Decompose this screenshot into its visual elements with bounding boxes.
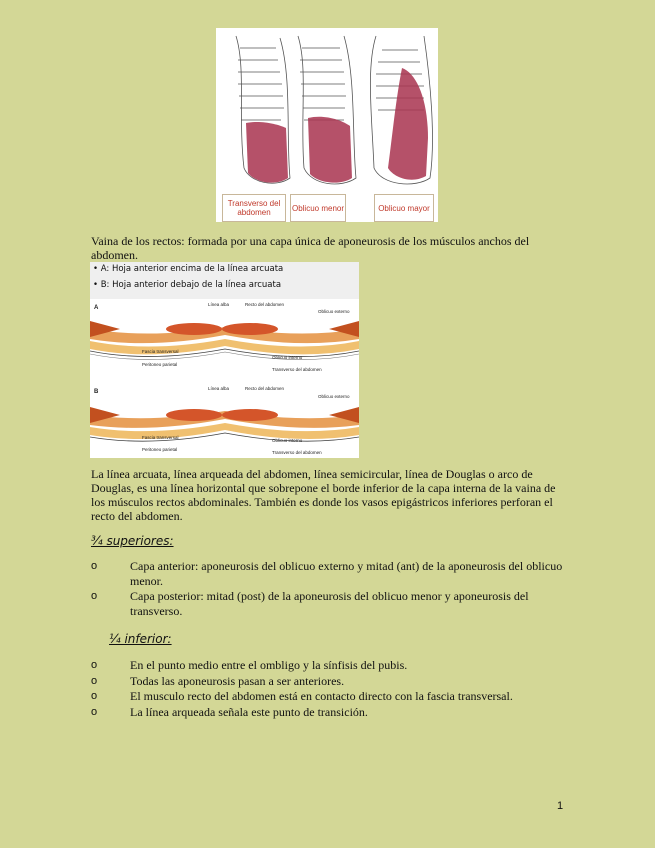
label-oblicuo-interno-b: Oblicuo interno [272,438,303,443]
panel-a-letter: A [94,305,99,311]
intro-paragraph: Vaina de los rectos: formada por una capa única de aponeurosis de los músculos anchos del abdomen. [91,234,530,262]
caption-bullet-a: • A: Hoja anterior encima de la línea arcuata [93,264,284,274]
panel-b-letter: B [94,389,99,395]
label-linea-alba-a: Línea alba [208,302,230,307]
list-bullet: o [91,659,98,671]
list-bullet: o [91,560,98,572]
label-transverso-abdomen-a: Transverso del abdomen [272,367,322,372]
arcuate-line-paragraph: La línea arcuata, línea arqueada del abdomen, línea semicircular, línea de Douglas o arco de Douglas, es una línea horizontal que sobrepone el borde inferior de la capa interna de la vaina de los músculos rectos abdominales. También es donde los vasos epigástricos inferiores perforan el recto del abdomen. [91,467,556,523]
list-bullet: o [91,690,98,702]
rectus-sheath-figure [90,262,359,458]
label-linea-alba-b: Línea alba [208,386,230,391]
list-item: o En el punto medio entre el ombligo y la sínfisis del pubis. [91,658,408,672]
list-item: o El musculo recto del abdomen está en contacto directo con la fascia transversal. [91,689,513,703]
section-heading-lower: ¼ inferior: [109,632,172,646]
lower-list [91,658,567,720]
label-recto-abdomen-b: Recto del abdomen [245,386,285,391]
panel-b-layers [90,407,359,441]
figure-caption-box [90,262,359,299]
section-heading-upper: ¾ superiores: [91,534,174,548]
label-fascia-transversal-a: Fascia transversal [142,349,179,354]
label-fascia-transversal-b: Fascia transversal [142,435,179,440]
figure-label-oblicuo-menor: Oblicuo menor [290,194,346,222]
label-oblicuo-externo-b: Oblicuo externo [318,394,350,399]
label-transverso-abdomen-b: Transverso del abdomen [272,450,322,455]
list-bullet: o [91,705,98,718]
list-bullet: o [91,674,98,687]
label-oblicuo-interno-a: Oblicuo interno [272,355,303,360]
figure-label-oblicuo-mayor: Oblicuo mayor [374,194,434,222]
page-number: 1 [557,800,564,812]
list-item: o La línea arqueada señala este punto de transición. [91,704,368,719]
abdominal-muscles-figure [216,28,438,222]
upper-list [91,559,567,619]
figure-label-transverso: Transverso del abdomen [222,194,286,222]
label-recto-abdomen-a: Recto del abdomen [245,302,285,307]
abdominal-muscles-illustration [216,28,438,194]
caption-bullet-b: • B: Hoja anterior debajo de la línea arcuata [93,280,282,290]
panel-a-layers [90,321,359,360]
list-item: o Capa posterior: mitad (post) de la aponeurosis del oblicuo menor y aponeurosis del transverso. [91,589,529,618]
list-bullet: o [91,590,98,602]
rectus-sheath-diagram [90,299,359,458]
list-item: o Capa anterior: aponeurosis del oblicuo externo y mitad (ant) de la aponeurosis del oblicuo menor. [91,559,563,588]
label-oblicuo-externo-a: Oblicuo externo [318,309,350,314]
list-item: o Todas las aponeurosis pasan a ser anteriores. [91,673,345,688]
label-peritoneo-parietal-b: Peritoneo parietal [142,447,178,452]
label-peritoneo-parietal-a: Peritoneo parietal [142,362,178,367]
